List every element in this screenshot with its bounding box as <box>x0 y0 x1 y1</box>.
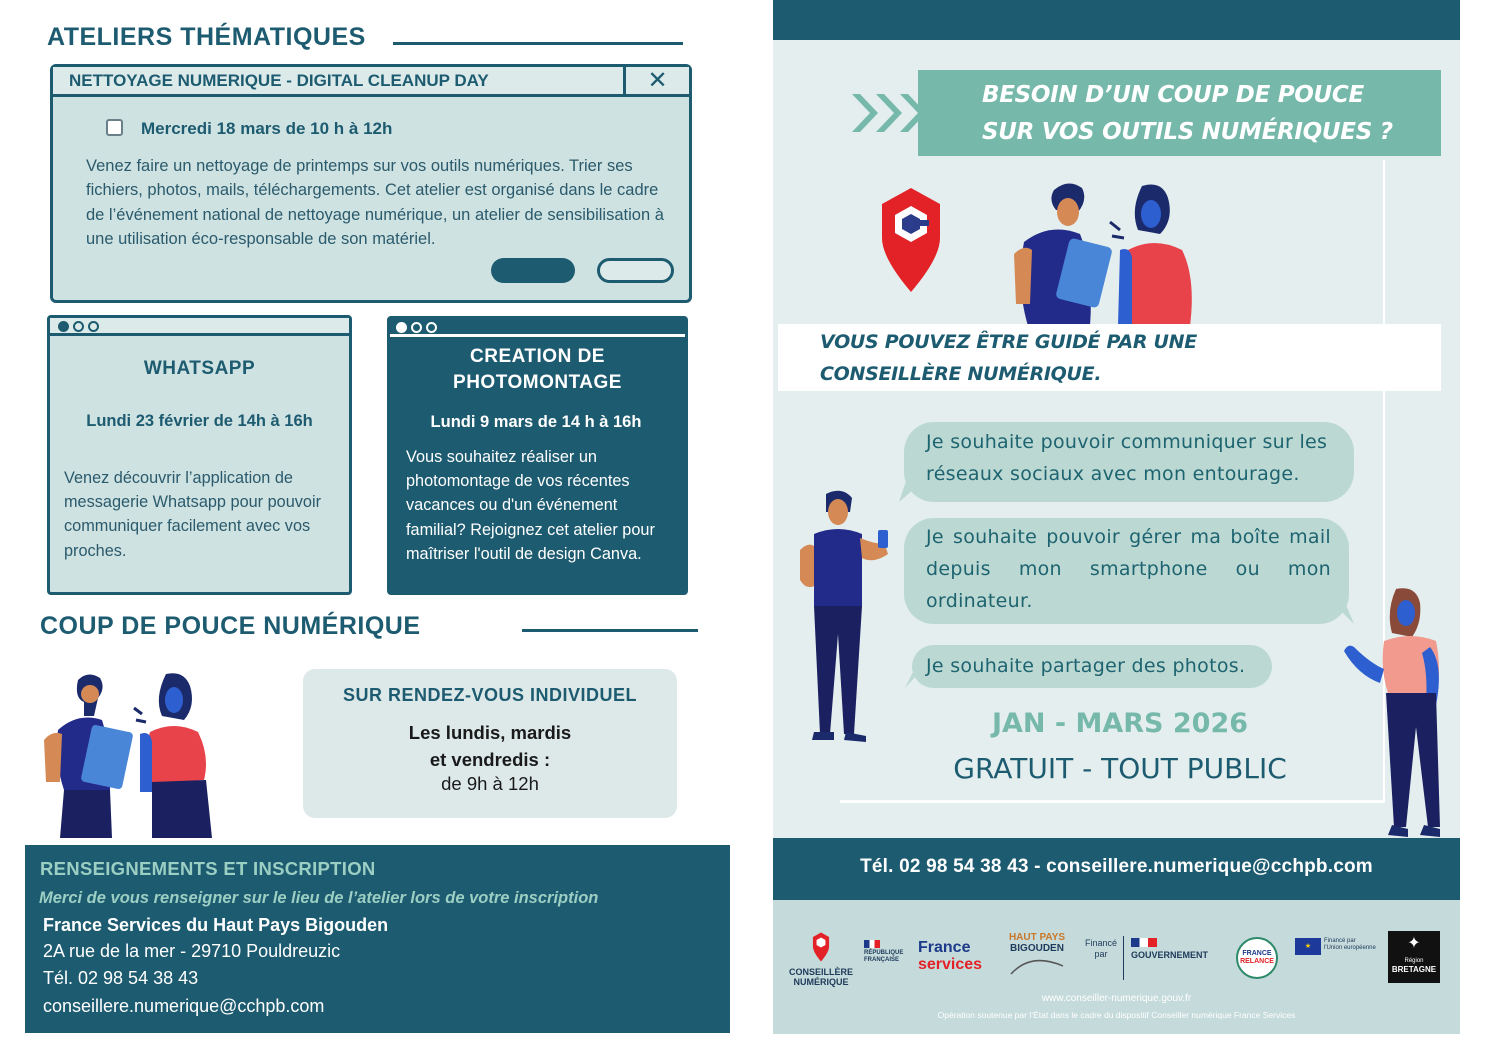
rf-line2: FRANÇAISE <box>864 957 900 963</box>
ateliers-title-rule <box>393 42 683 45</box>
cleanup-window <box>50 64 692 303</box>
guide-box <box>778 324 1441 391</box>
photomontage-title <box>390 344 685 396</box>
cleanup-description: Venez faire un nettoyage de printemps sur vos outils numériques. Trier ses fichiers, photos, mails, téléchargements. Cet atelier est organisé dans le cadre de l’événement national de nettoyage numérique, un atelier de sensibilisation à une utilisation éco-responsable de son matériel. <box>86 157 664 248</box>
coup-de-pouce-section-title: COUP DE POUCE NUMÉRIQUE <box>40 612 421 640</box>
eu-line2: l'Union européenne <box>1324 945 1376 951</box>
hpb-emblem-icon <box>1007 954 1067 976</box>
headline-line2: SUR VOS OUTILS NUMÉRIQUES ? <box>982 119 1393 145</box>
headline-line1: BESOIN D’UN COUP DE POUCE <box>982 82 1364 108</box>
renseignements-address: 2A rue de la mer - 29710 Pouldreuzic <box>43 941 341 961</box>
flag-icon <box>1131 938 1157 947</box>
finance-par-label <box>1081 938 1121 960</box>
location-pin-icon <box>810 932 832 962</box>
speech-bubble-1: Je souhaite pouvoir communiquer sur les réseaux sociaux avec mon entourage. <box>904 422 1354 502</box>
bubble2-line2: depuis mon smartphone ou mon <box>926 558 1331 580</box>
guide-text <box>820 326 1197 390</box>
cleanup-checkbox[interactable] <box>106 119 123 136</box>
website-link[interactable]: www.conseiller-numerique.gouv.fr <box>1041 993 1192 1004</box>
dot-icon <box>58 321 69 332</box>
renseignements-title: RENSEIGNEMENTS ET INSCRIPTION <box>40 858 376 879</box>
rdv-days-line1: Les lundis, mardis <box>408 722 572 743</box>
photomontage-card <box>387 316 688 595</box>
right-top-band <box>773 0 1460 40</box>
photomontage-title-line1: CREATION DE <box>470 346 605 367</box>
rdv-box <box>303 669 677 818</box>
rf-line1: RÉPUBLIQUE <box>864 950 904 956</box>
dot-icon <box>88 321 99 332</box>
eu-flag-icon: ★ <box>1295 938 1321 955</box>
flag-icon <box>864 940 880 948</box>
france-services-logo <box>918 940 982 973</box>
renseignements-note: Merci de vous renseigner sur le lieu de l’atelier lors de votre inscription <box>39 889 599 907</box>
rdv-days <box>303 719 677 773</box>
france-relance-logo <box>1236 937 1278 979</box>
location-pin-icon <box>878 186 944 294</box>
ateliers-section-title: ATELIERS THÉMATIQUES <box>47 23 366 51</box>
conseillere-numerique-logo <box>786 932 856 987</box>
bretagne-line1: Région <box>1404 958 1424 964</box>
bubble2-line1: Je souhaite pouvoir gérer ma boîte mail <box>926 526 1331 548</box>
speech-bubble-3: Je souhaite partager des photos. <box>912 645 1272 688</box>
window-dots <box>390 319 685 337</box>
cleanup-date: Mercredi 18 mars de 10 h à 12h <box>141 119 393 138</box>
audience-text: GRATUIT - TOUT PUBLIC <box>953 752 1287 785</box>
whatsapp-description: Venez découvrir l’application de messagerie Whatsapp pour pouvoir communiquer facilement avec vos proches. <box>64 469 322 560</box>
close-icon[interactable]: ✕ <box>623 67 689 94</box>
renseignements-phone: Tél. 02 98 54 38 43 <box>43 968 199 988</box>
fs-line1: France <box>918 939 971 956</box>
footer-note: Opération soutenue par l’État dans le cadre du dispositif Conseiller numérique France Services <box>937 1010 1296 1020</box>
hpb-line1: HAUT PAYS <box>1008 932 1066 943</box>
finance-line1: Financé <box>1084 938 1118 948</box>
guide-line1: VOUS POUVEZ ÊTRE GUIDÉ PAR UNE <box>820 331 1197 353</box>
eu-line1: Financé par <box>1324 938 1356 944</box>
coup-de-pouce-rule <box>522 629 698 632</box>
cleanup-window-titlebar <box>53 67 689 97</box>
cleanup-title: NETTOYAGE NUMERIQUE - DIGITAL CLEANUP DAY <box>69 71 489 90</box>
cn-line2: NUMÉRIQUE <box>793 977 849 987</box>
ermine-icon: ✦ <box>1407 935 1421 952</box>
contact-bar-text[interactable]: Tél. 02 98 54 38 43 - conseillere.numerique@cchpb.com <box>860 856 1373 877</box>
gouv-label: GOUVERNEMENT <box>1131 950 1209 960</box>
relance-line2: RELANCE <box>1240 958 1274 965</box>
gouvernement-logo <box>1131 938 1208 960</box>
relance-line1: FRANCE <box>1242 950 1272 957</box>
cn-line1: CONSEILLÈRE <box>788 967 853 977</box>
rdv-days-line2: et vendredis : <box>429 749 551 770</box>
people-tablet-illustration <box>38 670 218 838</box>
whatsapp-title: WHATSAPP <box>143 358 256 379</box>
whatsapp-date: Lundi 23 février de 14h à 16h <box>86 412 313 430</box>
whatsapp-card <box>47 315 352 595</box>
window-dots <box>50 318 349 336</box>
guide-line2: CONSEILLÈRE NUMÉRIQUE. <box>820 363 1102 385</box>
dot-icon <box>426 322 437 333</box>
photomontage-description: Vous souhaitez réaliser un photomontage de vos récentes vacances ou d'un événement familial? Rejoignez cet atelier pour maîtriser l'outil de design Canva. <box>406 448 655 563</box>
speech-bubble-2 <box>904 518 1349 624</box>
rdv-hours: de 9h à 12h <box>441 773 539 794</box>
republique-francaise-logo <box>864 940 906 964</box>
dot-icon <box>411 322 422 333</box>
primary-pill-button[interactable] <box>491 258 575 283</box>
contact-bar <box>773 838 1460 900</box>
secondary-pill-button[interactable] <box>597 258 674 283</box>
hpb-line2: BIGOUDEN <box>1010 943 1064 954</box>
headline-text <box>982 77 1393 151</box>
period-text: JAN - MARS 2026 <box>991 708 1249 739</box>
fs-line2: services <box>918 956 983 973</box>
rdv-title: SUR RENDEZ-VOUS INDIVIDUEL <box>342 685 638 705</box>
photomontage-date: Lundi 9 mars de 14 h à 16h <box>430 413 642 431</box>
finance-line2: par <box>1094 949 1108 959</box>
headline-box <box>918 70 1441 156</box>
photomontage-title-line2: PHOTOMONTAGE <box>453 372 622 393</box>
haut-pays-bigouden-logo <box>1004 932 1070 981</box>
logo-divider <box>1123 936 1124 980</box>
decorative-horizontal-line <box>840 800 1385 803</box>
renseignements-box <box>25 845 730 1033</box>
renseignements-place: France Services du Haut Pays Bigouden <box>43 915 389 935</box>
region-bretagne-logo <box>1388 931 1440 983</box>
bubble2-line3: ordinateur. <box>926 590 1033 612</box>
man-phone-illustration <box>796 490 896 742</box>
renseignements-email[interactable]: conseillere.numerique@cchpb.com <box>43 996 325 1016</box>
dot-icon <box>73 321 84 332</box>
dot-icon <box>396 322 407 333</box>
bretagne-line2: BRETAGNE <box>1391 965 1437 974</box>
people-tablet-illustration <box>1010 180 1210 326</box>
